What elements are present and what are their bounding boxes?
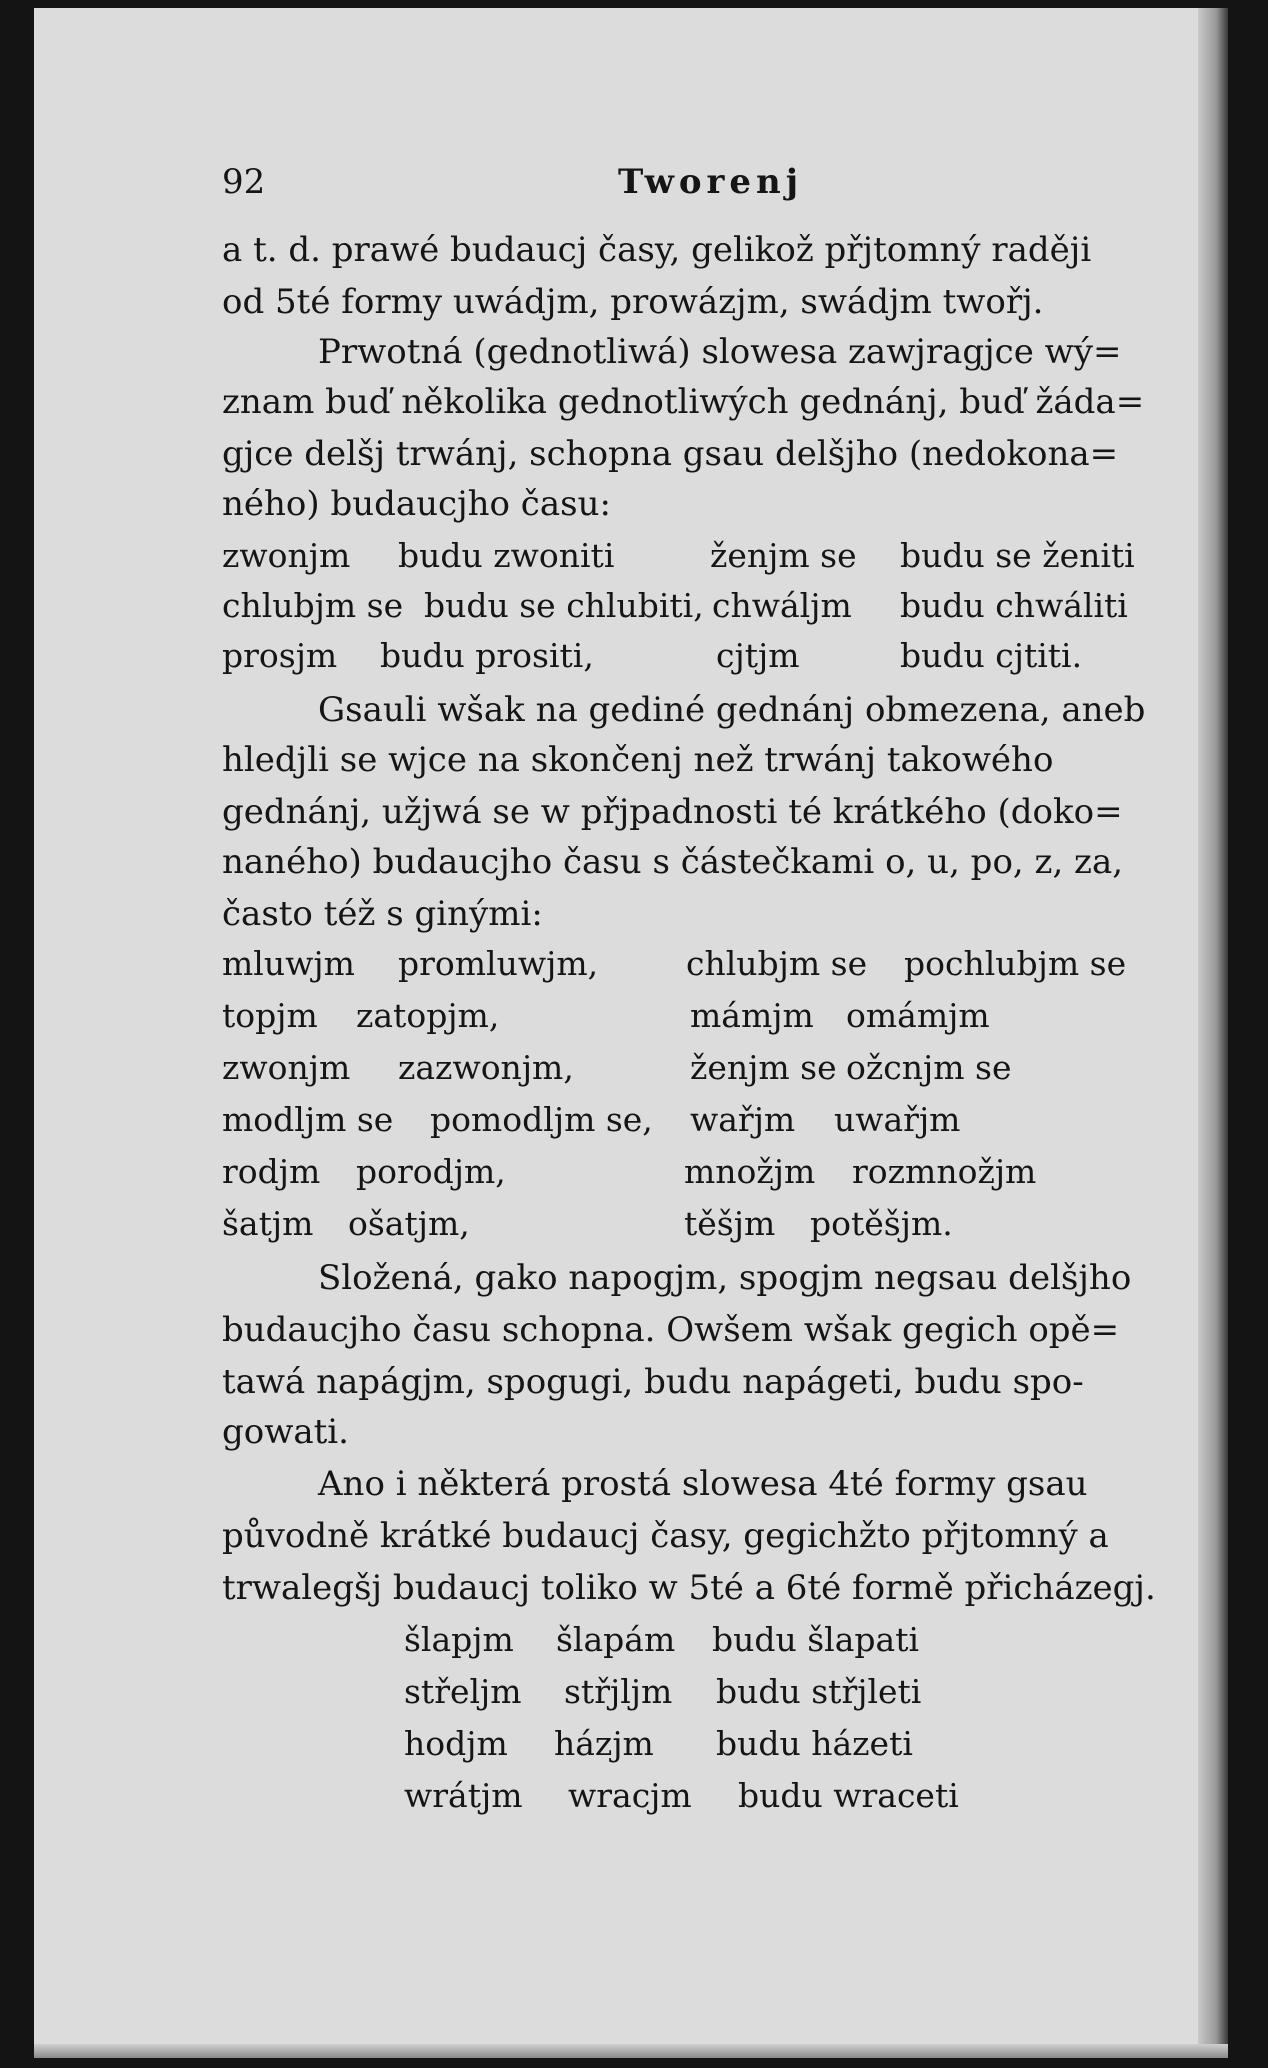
table2-cell: těšjm: [684, 1204, 776, 1243]
table1-cell: chwáljm: [712, 586, 852, 625]
text-line: často též s ginými:: [222, 894, 543, 934]
text-line: Gsauli wšak na gediné gednánj obmezena, aneb: [318, 690, 1146, 730]
table2-cell: porodjm,: [356, 1152, 506, 1191]
table2-cell: wařjm: [690, 1100, 796, 1139]
text-line: gednánj, užjwá se w přjpadnosti té krátkého (doko=: [222, 792, 1123, 832]
table1-cell: budu cjtiti.: [900, 636, 1083, 675]
page-edge-shadow: [1198, 8, 1228, 2058]
table1-cell: prosjm: [222, 636, 338, 675]
table1-cell: budu chwáliti: [900, 586, 1128, 625]
table2-cell: ožcnjm se: [846, 1048, 1012, 1087]
text-line: Složená, gako napogjm, spogjm negsau delšjho: [318, 1258, 1132, 1298]
table3-cell: střjljm: [564, 1672, 673, 1711]
text-line: tawá napágjm, spogugi, budu napágeti, budu spo-: [222, 1362, 1084, 1402]
table1-cell: cjtjm: [716, 636, 800, 675]
table1-cell: budu prositi,: [380, 636, 594, 675]
table3-cell: budu wraceti: [738, 1776, 959, 1815]
table1-cell: ženjm se: [710, 536, 857, 575]
table2-cell: rodjm: [222, 1152, 321, 1191]
table2-cell: uwařjm: [834, 1100, 961, 1139]
text-line: Ano i některá prostá slowesa 4té formy gsau: [318, 1464, 1088, 1504]
table2-cell: zazwonjm,: [398, 1048, 574, 1087]
text-line: a t. d. prawé budaucj časy, gelikož přjtomný raději: [222, 230, 1092, 270]
table2-cell: topjm: [222, 996, 318, 1035]
table3-cell: wrátjm: [404, 1776, 523, 1815]
table2-cell: promluwjm,: [398, 944, 599, 983]
table3-cell: wracjm: [568, 1776, 692, 1815]
page-number: 92: [222, 162, 266, 202]
table2-cell: omámjm: [846, 996, 990, 1035]
table2-cell: rozmnožjm: [852, 1152, 1037, 1191]
text-line: naného) budaucjho času s částečkami o, u, po, z, za,: [222, 842, 1124, 882]
table2-cell: mluwjm: [222, 944, 355, 983]
text-line: ného) budaucjho času:: [222, 484, 611, 524]
table1-cell: budu se ženiti: [900, 536, 1135, 575]
text-line: gowati.: [222, 1412, 349, 1452]
table2-cell: množjm: [684, 1152, 816, 1191]
table1-cell: chlubjm se: [222, 586, 404, 625]
text-line: budaucjho času schopna. Owšem wšak gegich opě=: [222, 1310, 1120, 1350]
table2-cell: mámjm: [690, 996, 814, 1035]
table3-cell: házjm: [554, 1724, 654, 1763]
table2-cell: modljm se: [222, 1100, 394, 1139]
table3-cell: šlapám: [556, 1620, 676, 1659]
table3-cell: hodjm: [404, 1724, 508, 1763]
text-line: gjce delšj trwánj, schopna gsau delšjho (nedokona=: [222, 434, 1119, 474]
text-line: Prwotná (gednotliwá) slowesa zawjragjce wý=: [318, 332, 1122, 372]
table3-cell: střeljm: [404, 1672, 522, 1711]
table2-cell: ošatjm,: [348, 1204, 470, 1243]
table1-cell: budu se chlubiti,: [424, 586, 704, 625]
table1-cell: budu zwoniti: [398, 536, 615, 575]
text-line: trwalegšj budaucj toliko w 5té a 6té formě přicházegj.: [222, 1568, 1156, 1608]
table1-cell: zwonjm: [222, 536, 351, 575]
table3-cell: šlapjm: [404, 1620, 514, 1659]
table3-cell: budu šlapati: [712, 1620, 920, 1659]
table2-cell: pomodljm se,: [430, 1100, 653, 1139]
table2-cell: chlubjm se: [686, 944, 868, 983]
text-line: původně krátké budaucj časy, gegichžto přjtomný a: [222, 1516, 1109, 1556]
table2-cell: pochlubjm se: [904, 944, 1127, 983]
running-title: Tworenj: [618, 162, 804, 202]
text-line: hledjli se wjce na skončenj než trwánj takowého: [222, 740, 1054, 780]
table3-cell: budu házeti: [716, 1724, 913, 1763]
table2-cell: zwonjm: [222, 1048, 351, 1087]
page-bottom-edge: [34, 2044, 1228, 2058]
table2-cell: šatjm: [222, 1204, 314, 1243]
table2-cell: potěšjm.: [810, 1204, 953, 1243]
table2-cell: zatopjm,: [356, 996, 500, 1035]
table3-cell: budu střjleti: [716, 1672, 922, 1711]
text-line: znam buď několika gednotliwých gednánj, buď žáda=: [222, 382, 1145, 422]
table2-cell: ženjm se: [690, 1048, 837, 1087]
text-line: od 5té formy uwádjm, prowázjm, swádjm twořj.: [222, 282, 1044, 322]
